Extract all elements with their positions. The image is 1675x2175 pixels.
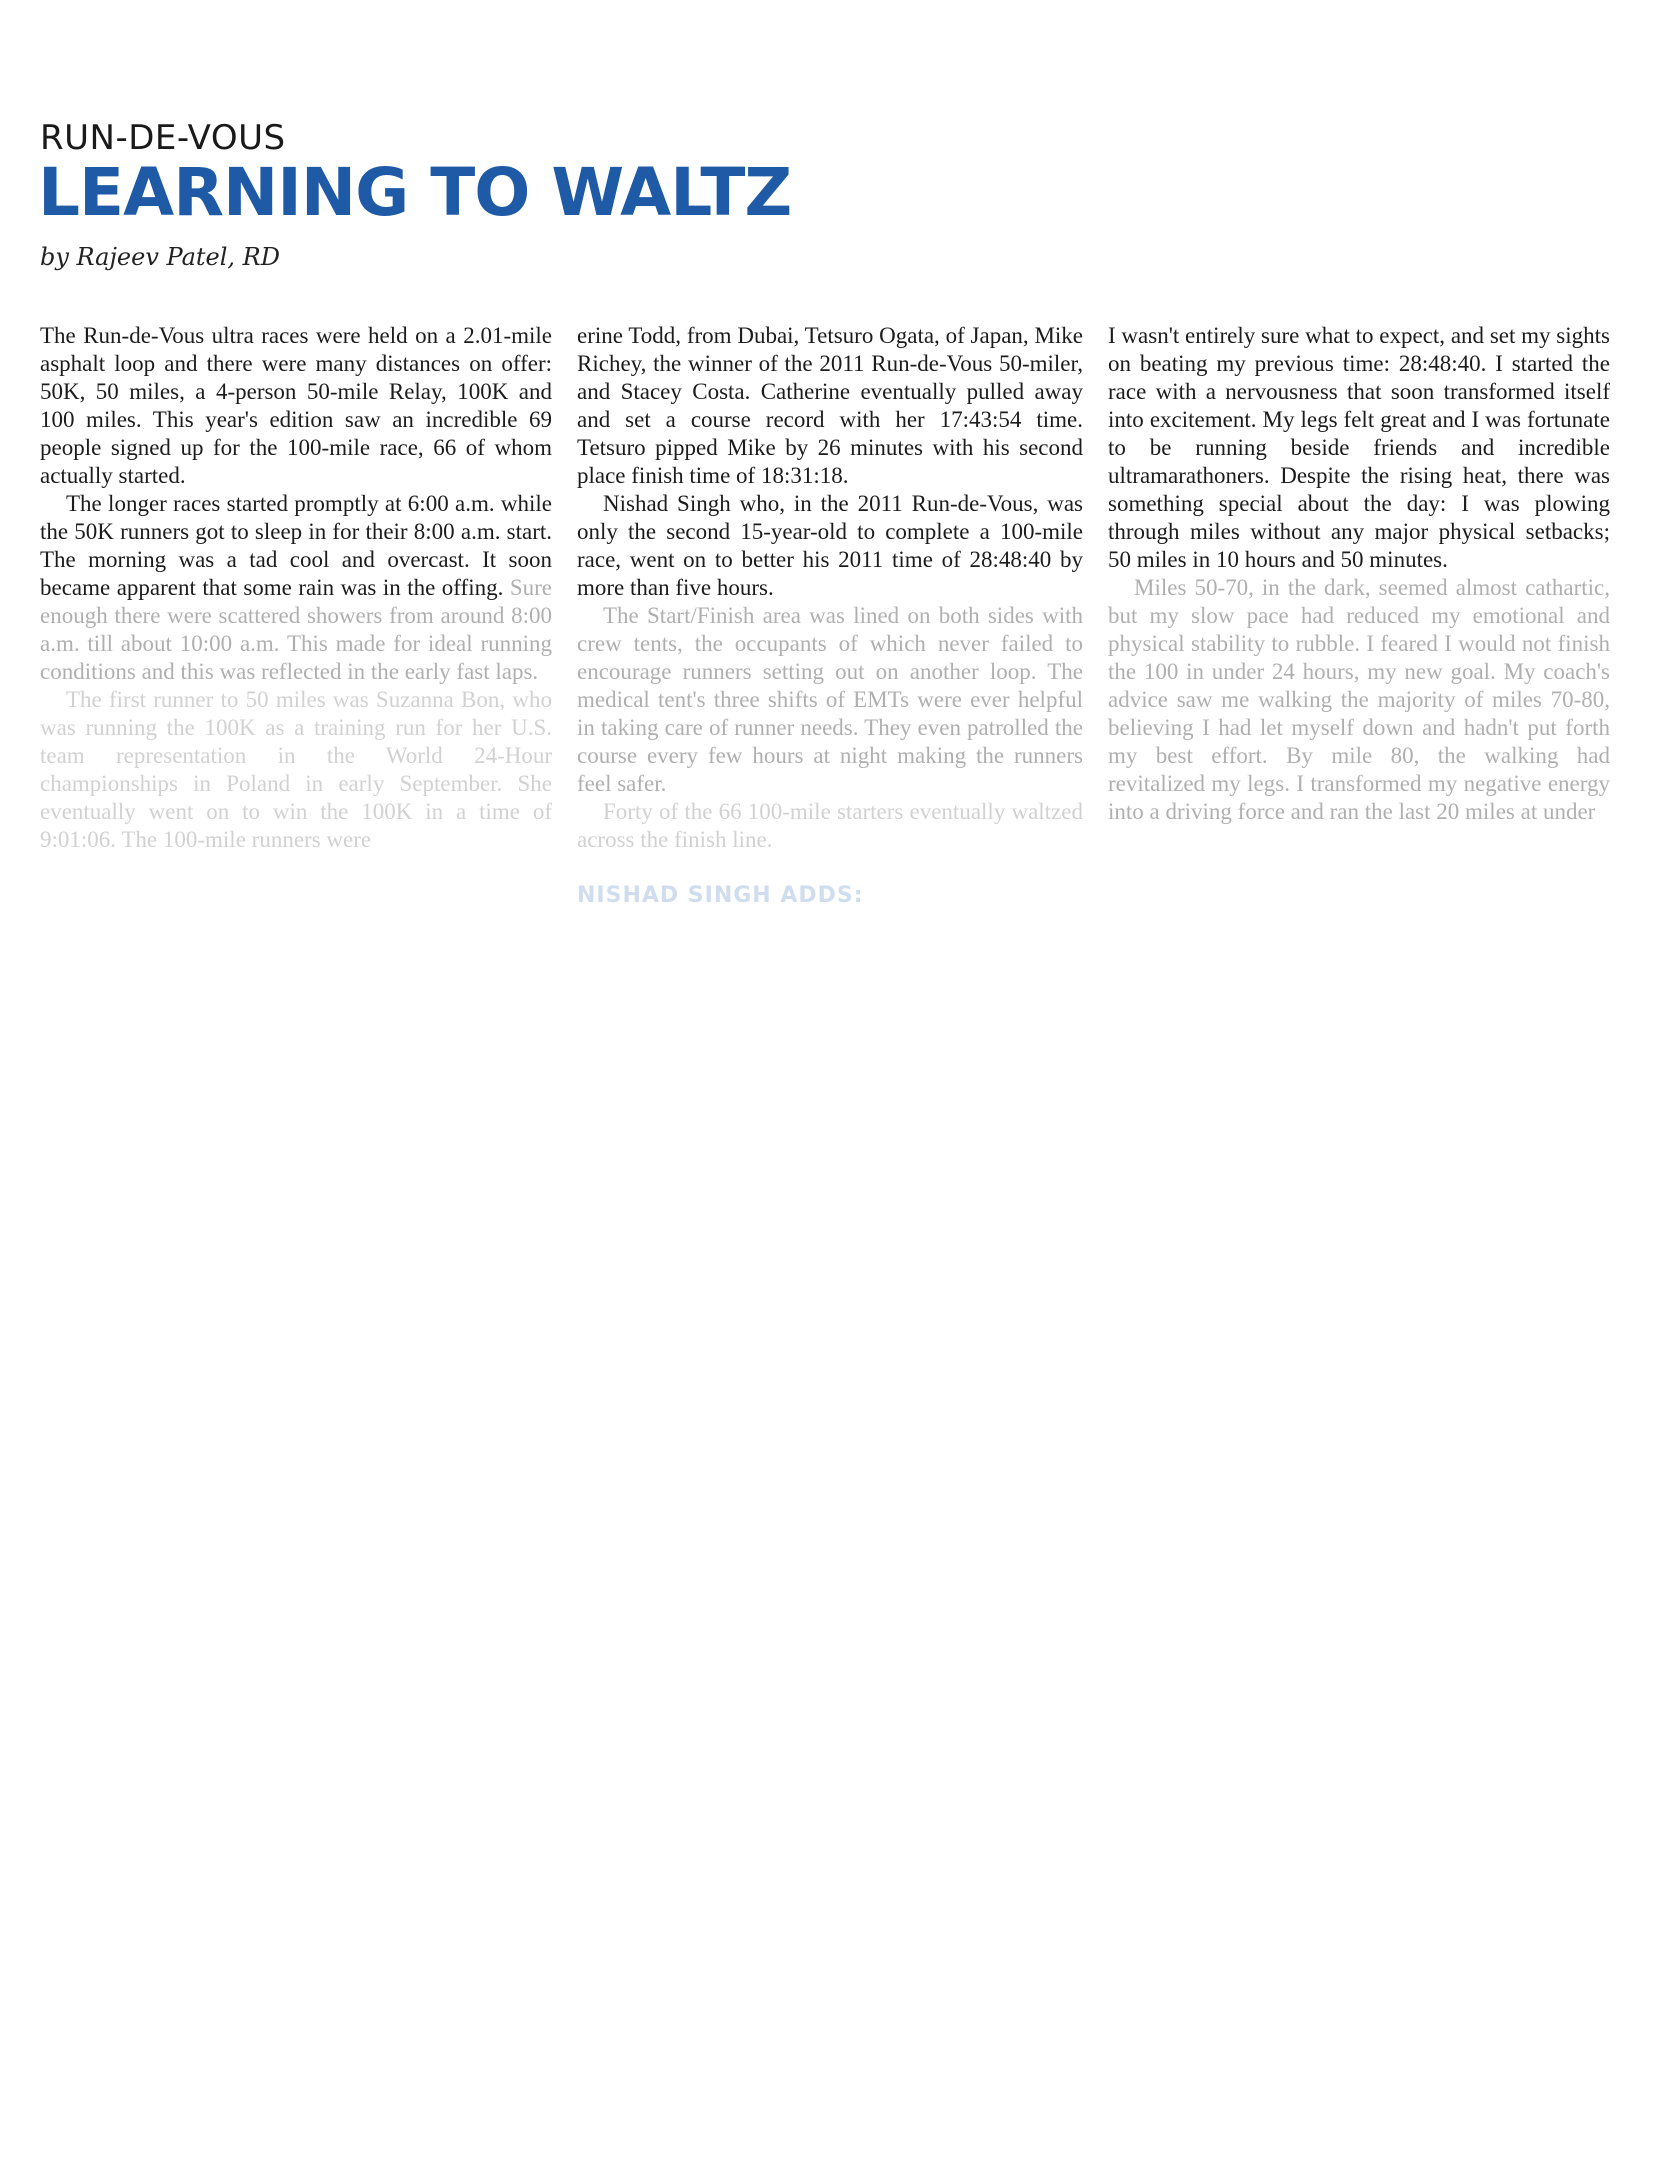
column-2	[577, 322, 1083, 910]
paragraph: The Run-de-Vous ultra races were held on a 2.01-mile asphalt loop and there were many distances on offer: 50K, 50 miles, a 4-person 50-mile Relay, 100K and 100 miles. This year's edition saw an incredible 69 people signed up for the 100-mile race, 66 of whom actually started.	[40, 323, 552, 488]
paragraph: erine Todd, from Dubai, Tetsuro Ogata, of Japan, Mike Richey, the winner of the 2011 Run-de-Vous 50-miler, and Stacey Costa. Catherine eventually pulled away and set a course record with her 17:43:54 time. Tetsuro pipped Mike by 26 minutes with his second place finish time of 18:31:18.	[577, 323, 1083, 488]
section-label: RUN-DE-VOUS	[40, 118, 286, 158]
paragraph: Nishad Singh who, in the 2011 Run-de-Vous, was only the second 15-year-old to complete a 100-mile race, went on to better his 2011 time of 28:48:40 by more than five hours.	[577, 491, 1083, 600]
article-title: LEARNING TO WALTZ	[38, 154, 792, 231]
paragraph	[40, 490, 552, 686]
column-3	[1108, 322, 1610, 826]
paragraph: I wasn't entirely sure what to expect, and set my sights on beating my previous time: 28:48:40. I started the race with a nervousness that soon transformed itself into excitement. My legs felt great and I was fortunate to be running beside friends and incredible ultramarathoners. Despite the rising heat, there was something special about the day: I was plowing through miles without any major physical setbacks; 50 miles in 10 hours and 50 minutes.	[1108, 323, 1610, 572]
paragraph: The first runner to 50 miles was Suzanna Bon, who was running the 100K as a training run for her U.S. team representation in the World 24-Hour championships in Poland in early September. She eventually went on to win the 100K in a time of 9:01:06. The 100-mile runners were	[40, 687, 552, 852]
paragraph: The Start/Finish area was lined on both sides with crew tents, the occupants of which never failed to encourage runners setting out on another loop. The medical tent's three shifts of EMTs were ever helpful in taking care of runner needs. They even patrolled the course every few hours at night making the runners feel safer.	[577, 603, 1083, 796]
paragraph: Miles 50-70, in the dark, seemed almost cathartic, but my slow pace had reduced my emotional and physical stability to rubble. I feared I would not finish the 100 in under 24 hours, my new goal. My coach's advice saw me walking the majority of miles 70-80, believing I had let myself down and hadn't put forth my best effort. By mile 80, the walking had revitalized my legs. I transformed my negative energy into a driving force and ran the last 20 miles at under	[1108, 575, 1610, 824]
paragraph-text: The longer races started promptly at 6:00 a.m. while the 50K runners got to sleep in for their 8:00 a.m. start. The morning was a tad cool and overcast. It soon became apparent that some rain was in the offing.	[40, 491, 552, 600]
paragraph-text-faded: Sure enough there were scattered showers from around 8:00 a.m. till about 10:00 a.m. This made for ideal running conditions and this was reflected in the early fast laps.	[40, 575, 552, 684]
subheading: NISHAD SINGH ADDS:	[577, 883, 864, 908]
paragraph: Forty of the 66 100-mile starters eventually waltzed across the finish line.	[577, 799, 1083, 852]
byline: by Rajeev Patel, RD	[40, 243, 280, 271]
column-1	[40, 322, 552, 854]
